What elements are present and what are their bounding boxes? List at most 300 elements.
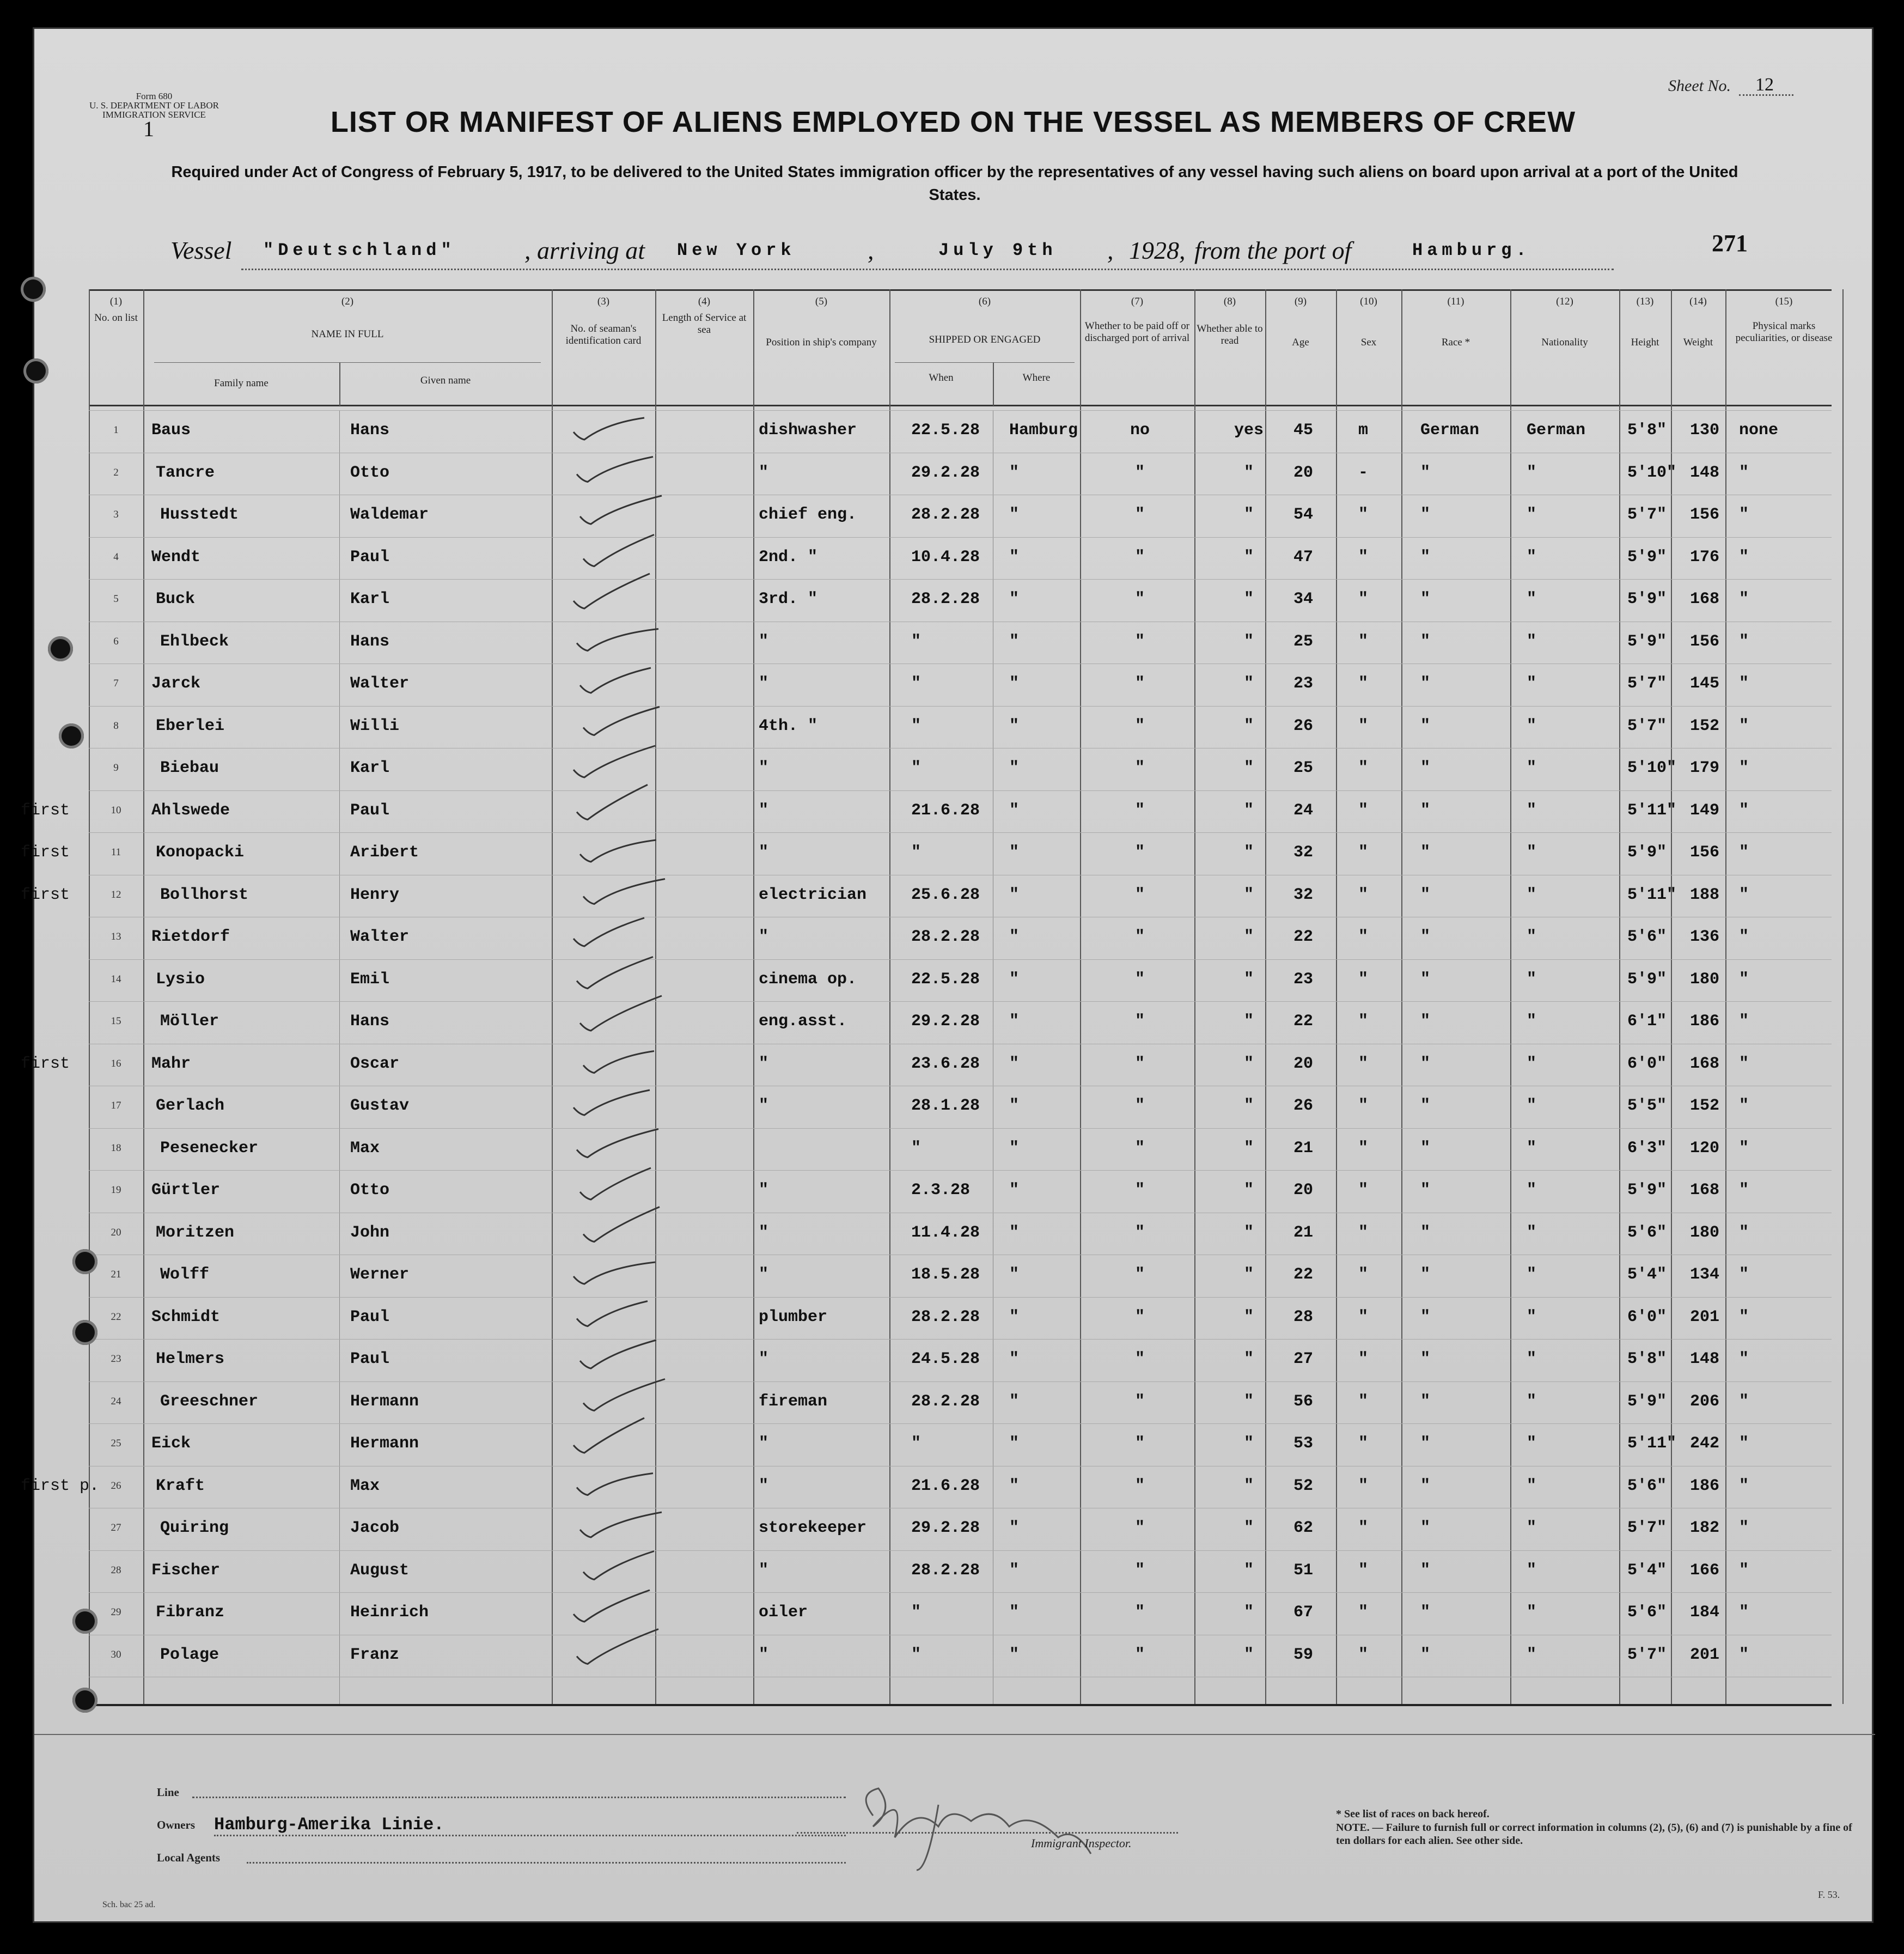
race-cell: ": [1420, 928, 1431, 946]
vessel-name: "Deutschland": [263, 240, 456, 260]
col6-number: (6): [978, 296, 991, 307]
age-cell: 20: [1293, 463, 1313, 482]
height-cell: 5'6": [1627, 1476, 1667, 1495]
weight-cell: 156: [1690, 506, 1720, 524]
nationality-cell: ": [1527, 1645, 1537, 1664]
given-name-cell: Willi: [350, 716, 400, 735]
given-name-header: Given name: [420, 375, 471, 386]
able-to-read-cell: ": [1243, 463, 1254, 482]
paid-off-cell: ": [1134, 843, 1145, 862]
physical-marks-cell: ": [1739, 590, 1749, 608]
vessel-line-underline: [241, 269, 1614, 270]
inspector-underline: [797, 1832, 1178, 1834]
row-number: 30: [111, 1648, 121, 1660]
owners-value: Hamburg-Amerika Linie.: [214, 1815, 444, 1835]
paid-off-cell: ": [1134, 1476, 1145, 1495]
age-cell: 23: [1293, 674, 1313, 693]
position-cell: ": [759, 801, 769, 820]
shipped-where-header: Where: [1022, 372, 1051, 384]
height-cell: 5'5": [1627, 1097, 1667, 1115]
paid-off-cell: ": [1134, 1519, 1145, 1537]
shipped-when-cell: 28.1.28: [911, 1097, 980, 1115]
row-rule: [89, 1550, 1832, 1551]
sex-cell: ": [1358, 1307, 1368, 1326]
row-rule: [89, 537, 1832, 538]
weight-cell: 182: [1690, 1519, 1720, 1537]
sex-cell: ": [1358, 674, 1368, 693]
paid-off-cell: ": [1134, 1012, 1145, 1031]
check-mark: [577, 1474, 653, 1495]
nationality-cell: ": [1527, 547, 1537, 567]
physical-marks-cell: ": [1739, 506, 1749, 524]
race-cell: ": [1420, 547, 1431, 567]
shipped-where-cell: ": [1009, 1054, 1020, 1073]
weight-cell: 180: [1690, 970, 1720, 989]
shipped-where-cell: ": [1009, 1181, 1020, 1200]
column-divider: [753, 289, 754, 1704]
shipped-where-cell: ": [1009, 1476, 1020, 1495]
able-to-read-cell: ": [1243, 1307, 1254, 1326]
margin-note: first: [21, 801, 70, 820]
given-name-cell: Hermann: [350, 1434, 419, 1453]
age-cell: 59: [1293, 1645, 1313, 1664]
shipped-when-cell: ": [911, 759, 922, 777]
able-to-read-cell: ": [1243, 674, 1254, 693]
shipped-when-cell: ": [911, 632, 922, 651]
nationality-cell: ": [1527, 1434, 1537, 1453]
height-cell: 6'0": [1627, 1054, 1667, 1073]
weight-cell: 156: [1690, 632, 1720, 651]
shipped-where-cell: ": [1009, 674, 1020, 693]
shipped-where-cell: ": [1009, 843, 1020, 862]
position-cell: plumber: [759, 1307, 828, 1326]
nationality-cell: ": [1527, 759, 1537, 777]
nationality-cell: ": [1527, 674, 1537, 693]
shipped-where-cell: ": [1009, 970, 1020, 989]
sex-cell: ": [1358, 1434, 1368, 1453]
row-number: 4: [113, 551, 119, 563]
shipped-where-cell: ": [1009, 885, 1020, 904]
weight-cell: 136: [1690, 928, 1720, 946]
paid-off-cell: ": [1134, 1561, 1145, 1580]
weight-cell: 186: [1690, 1012, 1720, 1031]
sex-cell: ": [1358, 928, 1368, 946]
sex-cell: ": [1358, 1561, 1368, 1580]
document-title: LIST OR MANIFEST OF ALIENS EMPLOYED ON THE VESSEL AS MEMBERS OF CREW: [330, 106, 1576, 138]
column-divider: [339, 410, 340, 1704]
height-cell: 5'11": [1627, 1434, 1677, 1453]
row-number: 21: [111, 1269, 121, 1280]
paid-off-cell: ": [1134, 759, 1145, 777]
col8-header: Whether able to read: [1197, 323, 1263, 346]
shipped-where-cell: ": [1009, 506, 1020, 524]
column-divider: [1671, 289, 1672, 1704]
physical-marks-cell: ": [1739, 547, 1749, 567]
able-to-read-cell: yes: [1234, 421, 1264, 440]
row-number: 2: [113, 466, 119, 478]
family-name-cell: Pesenecker: [160, 1139, 259, 1158]
able-to-read-cell: ": [1243, 885, 1254, 904]
check-mark: [580, 496, 662, 524]
shipped-where-cell: ": [1009, 1139, 1020, 1158]
nationality-cell: ": [1527, 885, 1537, 904]
col2-number: (2): [341, 296, 354, 307]
height-cell: 5'9": [1627, 843, 1667, 862]
paid-off-cell: no: [1130, 421, 1150, 440]
height-cell: 5'9": [1627, 1181, 1667, 1200]
weight-cell: 188: [1690, 885, 1720, 904]
height-cell: 5'11": [1627, 885, 1677, 904]
position-cell: dishwasher: [759, 421, 857, 440]
nationality-cell: ": [1527, 1603, 1537, 1622]
height-cell: 5'6": [1627, 1603, 1667, 1622]
margin-note: first: [21, 843, 70, 862]
paid-off-cell: ": [1134, 885, 1145, 904]
able-to-read-cell: ": [1243, 1519, 1254, 1537]
shipped-when-cell: 28.2.28: [911, 1307, 980, 1326]
family-name-cell: Buck: [156, 590, 196, 608]
family-name-cell: Quiring: [160, 1519, 229, 1537]
family-name-cell: Kraft: [156, 1476, 205, 1495]
row-rule: [89, 832, 1832, 833]
given-name-cell: Waldemar: [350, 506, 429, 524]
age-cell: 25: [1293, 759, 1313, 777]
check-mark: [583, 535, 654, 567]
paid-off-cell: ": [1134, 1223, 1145, 1242]
department-name: U. S. DEPARTMENT OF LABOR: [89, 100, 219, 111]
row-rule: [89, 1592, 1832, 1593]
weight-cell: 180: [1690, 1223, 1720, 1242]
position-cell: fireman: [759, 1392, 828, 1411]
punch-hole: [72, 1320, 97, 1345]
height-cell: 5'4": [1627, 1265, 1667, 1284]
able-to-read-cell: ": [1243, 1181, 1254, 1200]
position-cell: eng.asst.: [759, 1012, 847, 1031]
physical-marks-cell: ": [1739, 1561, 1749, 1580]
row-rule: [89, 1170, 1832, 1171]
race-cell: ": [1420, 716, 1431, 735]
row-number: 17: [111, 1100, 121, 1111]
sex-cell: ": [1358, 1476, 1368, 1495]
able-to-read-cell: ": [1243, 1012, 1254, 1031]
punch-hole: [59, 723, 84, 748]
family-name-cell: Konopacki: [156, 843, 245, 862]
weight-cell: 242: [1690, 1434, 1720, 1453]
able-to-read-cell: ": [1243, 1097, 1254, 1115]
sex-cell: ": [1358, 1012, 1368, 1031]
given-name-cell: Hans: [350, 1012, 390, 1031]
shipped-when-cell: ": [911, 843, 922, 862]
able-to-read-cell: ": [1243, 1476, 1254, 1495]
height-cell: 5'6": [1627, 928, 1667, 946]
check-mark: [573, 918, 644, 946]
paid-off-cell: ": [1134, 1181, 1145, 1200]
shipped-when-cell: ": [911, 1603, 922, 1622]
given-name-cell: Karl: [350, 759, 390, 777]
position-cell: ": [759, 1476, 769, 1495]
race-cell: ": [1420, 1519, 1431, 1537]
height-cell: 5'7": [1627, 1645, 1667, 1664]
check-mark: [583, 879, 665, 904]
arrival-year: 1928,: [1129, 236, 1186, 264]
age-cell: 21: [1293, 1139, 1313, 1158]
col9-number: (9): [1294, 296, 1307, 307]
given-name-cell: Paul: [350, 547, 390, 567]
nationality-cell: ": [1527, 1265, 1537, 1284]
nationality-cell: ": [1527, 1350, 1537, 1368]
table-header-border: [89, 405, 1832, 406]
age-cell: 34: [1293, 590, 1313, 608]
row-number: 1: [113, 424, 119, 436]
family-name-cell: Greeschner: [160, 1392, 259, 1411]
shipped-where-cell: ": [1009, 632, 1020, 651]
row-number: 18: [111, 1142, 121, 1154]
row-number: 7: [113, 678, 119, 689]
shipped-when-cell: 28.2.28: [911, 1561, 980, 1580]
col3-header: No. of seaman's identification card: [565, 323, 642, 346]
given-name-cell: Karl: [350, 590, 390, 608]
position-cell: ": [759, 1350, 769, 1368]
height-cell: 5'9": [1627, 1392, 1667, 1411]
given-name-cell: Otto: [350, 1181, 390, 1200]
age-cell: 26: [1293, 1097, 1313, 1115]
shipped-when-cell: 28.2.28: [911, 1392, 980, 1411]
col3-number: (3): [597, 296, 610, 307]
col4-number: (4): [698, 296, 711, 307]
family-name-cell: Husstedt: [160, 506, 239, 524]
age-cell: 22: [1293, 1265, 1313, 1284]
row-number: 25: [111, 1438, 121, 1449]
physical-marks-cell: ": [1739, 1181, 1749, 1200]
age-cell: 51: [1293, 1561, 1313, 1580]
shipped-where-cell: ": [1009, 1012, 1020, 1031]
punch-hole: [72, 1609, 97, 1634]
table-bottom-rule: [89, 1704, 1832, 1706]
race-cell: ": [1420, 1139, 1431, 1158]
age-cell: 62: [1293, 1519, 1313, 1537]
paid-off-cell: ": [1134, 1434, 1145, 1453]
given-name-cell: August: [350, 1561, 410, 1580]
check-mark: [577, 957, 653, 989]
weight-cell: 168: [1690, 1181, 1720, 1200]
height-cell: 5'7": [1627, 1519, 1667, 1537]
sheet-copy-mark: 1: [143, 117, 154, 141]
name-subheader-rule: [154, 362, 541, 363]
col2-header: NAME IN FULL: [311, 328, 384, 340]
shipped-where-cell: ": [1009, 1603, 1020, 1622]
nationality-cell: ": [1527, 928, 1537, 946]
weight-cell: 152: [1690, 1097, 1720, 1115]
inspector-signature: [840, 1772, 1222, 1881]
check-mark: [583, 1379, 665, 1411]
physical-marks-cell: ": [1739, 1139, 1749, 1158]
height-cell: 6'1": [1627, 1012, 1667, 1031]
position-cell: ": [759, 463, 769, 482]
row-number: 11: [111, 847, 121, 858]
shipped-when-cell: 23.6.28: [911, 1054, 980, 1073]
family-name-cell: Ehlbeck: [160, 632, 229, 651]
family-name-cell: Gürtler: [151, 1181, 221, 1200]
physical-marks-cell: ": [1739, 1434, 1749, 1453]
sex-cell: ": [1358, 632, 1368, 651]
family-name-cell: Fibranz: [156, 1603, 225, 1622]
family-name-cell: Lysio: [156, 970, 205, 989]
arrival-date: July 9th: [938, 240, 1057, 260]
nationality-cell: ": [1527, 590, 1537, 608]
race-cell: ": [1420, 1012, 1431, 1031]
sex-cell: ": [1358, 843, 1368, 862]
col15-number: (15): [1775, 296, 1793, 307]
shipped-where-cell: ": [1009, 1265, 1020, 1284]
shipped-where-cell: ": [1009, 1223, 1020, 1242]
position-cell: ": [759, 1434, 769, 1453]
shipped-when-cell: 29.2.28: [911, 1012, 980, 1031]
family-name-header: Family name: [214, 378, 268, 389]
race-cell: ": [1420, 970, 1431, 989]
physical-marks-cell: ": [1739, 716, 1749, 735]
shipped-where-cell: Hamburg: [1009, 421, 1078, 440]
position-cell: chief eng.: [759, 506, 857, 524]
family-name-cell: Gerlach: [156, 1097, 225, 1115]
given-name-cell: Paul: [350, 1350, 390, 1368]
shipped-where-cell: ": [1009, 547, 1020, 567]
paid-off-cell: ": [1134, 674, 1145, 693]
able-to-read-cell: ": [1243, 1139, 1254, 1158]
height-cell: 5'9": [1627, 632, 1667, 651]
family-name-cell: Rietdorf: [151, 928, 230, 946]
owners-label: Owners: [157, 1818, 195, 1831]
weight-cell: 149: [1690, 801, 1720, 820]
sex-cell: ": [1358, 885, 1368, 904]
row-rule: [89, 410, 1832, 411]
punch-hole: [72, 1688, 97, 1713]
row-rule: [89, 1423, 1832, 1424]
physical-marks-cell: ": [1739, 885, 1749, 904]
vessel-label: Vessel: [170, 236, 232, 264]
col8-number: (8): [1223, 296, 1236, 307]
age-cell: 32: [1293, 885, 1313, 904]
manifest-sheet: [21, 27, 1874, 1923]
row-number: 13: [111, 931, 121, 942]
row-number: 27: [111, 1522, 121, 1533]
shipped-where-cell: ": [1009, 1645, 1020, 1664]
col7-number: (7): [1131, 296, 1144, 307]
family-name-cell: Eberlei: [156, 716, 225, 735]
race-cell: ": [1420, 632, 1431, 651]
physical-marks-cell: ": [1739, 1603, 1749, 1622]
shipped-when-cell: 22.5.28: [911, 421, 980, 440]
sex-cell: ": [1358, 970, 1368, 989]
weight-cell: 206: [1690, 1392, 1720, 1411]
height-cell: 5'8": [1627, 1350, 1667, 1368]
given-name-cell: Hermann: [350, 1392, 419, 1411]
check-mark: [580, 840, 656, 862]
given-name-cell: Walter: [350, 674, 410, 693]
row-number: 14: [111, 973, 121, 985]
weight-cell: 156: [1690, 843, 1720, 862]
arriving-label: , arriving at: [524, 236, 645, 264]
row-number: 16: [111, 1057, 121, 1069]
physical-marks-cell: ": [1739, 1097, 1749, 1115]
able-to-read-cell: ": [1243, 1561, 1254, 1580]
weight-cell: 134: [1690, 1265, 1720, 1284]
col5-header: Position in ship's company: [766, 337, 877, 348]
weight-cell: 145: [1690, 674, 1720, 693]
family-name-cell: Tancre: [156, 463, 215, 482]
form-code: F. 53.: [1818, 1889, 1840, 1900]
paid-off-cell: ": [1134, 1265, 1145, 1284]
race-cell: ": [1420, 1097, 1431, 1115]
given-name-cell: Henry: [350, 885, 400, 904]
physical-marks-cell: ": [1739, 1307, 1749, 1326]
col1-header: No. on list: [94, 312, 138, 324]
given-name-cell: Max: [350, 1139, 380, 1158]
col14-number: (14): [1689, 296, 1707, 307]
margin-note: first p.: [21, 1476, 100, 1495]
shipped-when-cell: 28.2.28: [911, 590, 980, 608]
nationality-cell: ": [1527, 1097, 1537, 1115]
weight-cell: 176: [1690, 547, 1720, 567]
row-number: 10: [111, 804, 121, 816]
able-to-read-cell: ": [1243, 1265, 1254, 1284]
penalty-note: NOTE. — Failure to furnish full or correct information in columns (2), (5), (6) and (7) is punishable by a fine of ten dollars for each alien. See other side.: [1336, 1822, 1852, 1847]
row-number: 28: [111, 1564, 121, 1576]
paid-off-cell: ": [1134, 590, 1145, 608]
given-name-cell: Jacob: [350, 1519, 400, 1537]
from-port-label: from the port of: [1194, 236, 1352, 264]
shipped-when-cell: 28.2.28: [911, 506, 980, 524]
given-name-cell: Walter: [350, 928, 410, 946]
height-cell: 5'9": [1627, 547, 1667, 567]
punch-hole: [21, 277, 46, 302]
able-to-read-cell: ": [1243, 1392, 1254, 1411]
able-to-read-cell: ": [1243, 632, 1254, 651]
physical-marks-cell: ": [1739, 843, 1749, 862]
physical-marks-cell: ": [1739, 928, 1749, 946]
shipped-when-cell: ": [911, 1434, 922, 1453]
row-rule: [89, 706, 1832, 707]
shipped-where-cell: ": [1009, 1307, 1020, 1326]
age-cell: 26: [1293, 716, 1313, 735]
sex-cell: ": [1358, 1392, 1368, 1411]
physical-marks-cell: ": [1739, 801, 1749, 820]
check-mark: [580, 668, 651, 693]
race-cell: ": [1420, 506, 1431, 524]
given-name-cell: Paul: [350, 1307, 390, 1326]
subheader-divider: [993, 362, 994, 406]
able-to-read-cell: ": [1243, 1645, 1254, 1664]
able-to-read-cell: ": [1243, 759, 1254, 777]
shipped-subheader-rule: [895, 362, 1075, 363]
paid-off-cell: ": [1134, 928, 1145, 946]
column-divider: [889, 289, 890, 1704]
col12-header: Nationality: [1541, 337, 1588, 348]
nationality-cell: ": [1527, 801, 1537, 820]
position-cell: ": [759, 632, 769, 651]
position-cell: electrician: [759, 885, 867, 904]
col12-number: (12): [1556, 296, 1573, 307]
column-divider: [1080, 289, 1081, 1704]
row-rule: [89, 1339, 1832, 1340]
able-to-read-cell: ": [1243, 1350, 1254, 1368]
nationality-cell: ": [1527, 632, 1537, 651]
shipped-when-cell: 10.4.28: [911, 547, 980, 567]
row-rule: [89, 790, 1832, 791]
physical-marks-cell: ": [1739, 759, 1749, 777]
sex-cell: ": [1358, 1603, 1368, 1622]
shipped-where-cell: ": [1009, 1392, 1020, 1411]
line-label: Line: [157, 1786, 179, 1799]
